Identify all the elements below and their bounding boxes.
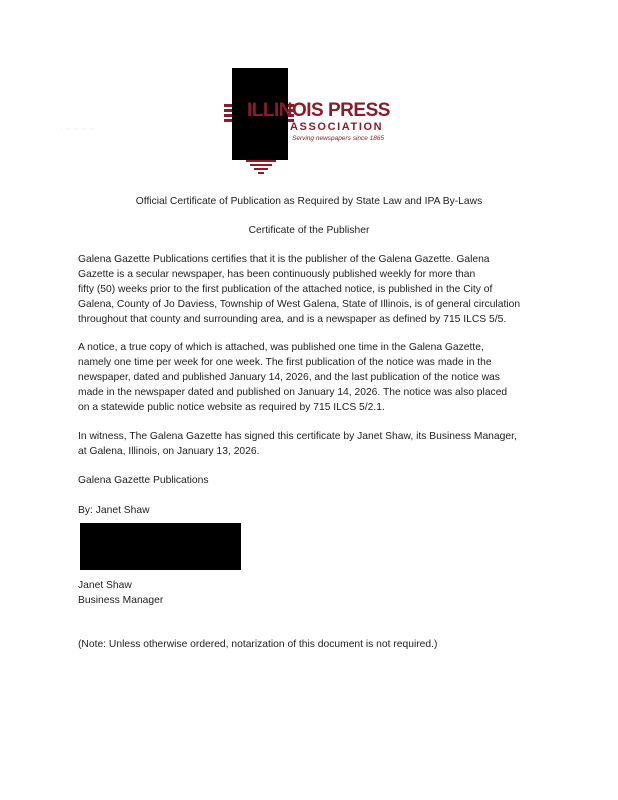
paragraph-line: Gazette is a secular newspaper, has been continuously published weekly for more than	[78, 269, 476, 280]
paragraph-line: at Galena, Illinois, on January 13, 2026.	[78, 446, 260, 457]
paragraph-line: made in the newspaper dated and published on January 14, 2026. The notice was also placed	[78, 387, 508, 398]
certificate-subheading: Certificate of the Publisher	[248, 225, 370, 236]
publisher-name: Galena Gazette Publications	[78, 475, 209, 486]
paragraph-line: Galena, County of Jo Daviess, Township of West Galena, State of Illinois, is of general circulation	[78, 299, 521, 310]
signer-name: Janet Shaw	[78, 580, 132, 591]
paragraph-line: newspaper, dated and published January 14, 2026, and the last publication of the notice was	[78, 372, 500, 383]
paragraph-witness	[78, 429, 548, 459]
by-line: By: Janet Shaw	[78, 505, 150, 516]
paragraph-certification	[78, 252, 548, 327]
paragraph-line: In witness, The Galena Gazette has signed this certificate by Janet Shaw, its Business Manager,	[78, 431, 517, 442]
paragraph-line: Galena Gazette Publications certifies that it is the publisher of the Galena Gazette. Galena	[78, 254, 490, 265]
logo-tagline: Serving newspapers since 1865	[292, 135, 385, 142]
certificate-heading: Official Certificate of Publication as Required by State Law and IPA By-Laws	[135, 196, 483, 207]
ipa-logo	[0, 0, 618, 180]
paragraph-line: on a statewide public notice website as required by 715 ILCS 5/2.1.	[78, 402, 385, 413]
paragraph-line: throughout that county and surrounding area, and is a newspaper as defined by 715 ILCS 5/5.	[78, 314, 507, 325]
paragraph-notice	[78, 340, 548, 415]
logo-subtitle: ASSOCIATION	[290, 121, 384, 133]
logo-title: ILLINOIS PRESS	[247, 100, 390, 121]
paragraph-line: namely one time per week for one week. The first publication of the notice was made in the	[78, 357, 492, 368]
signature-redaction-block	[80, 523, 241, 570]
notarization-note: (Note: Unless otherwise ordered, notarization of this document is not required.)	[78, 639, 438, 650]
paragraph-line: A notice, a true copy of which is attached, was published one time in the Galena Gazette,	[78, 342, 484, 353]
signer-title: Business Manager	[78, 595, 164, 606]
paragraph-line: fifty (50) weeks prior to the first publication of the attached notice, is published in the City of	[78, 284, 493, 295]
scan-artifact: · · · · ·	[60, 126, 95, 132]
logo-base-lines	[246, 160, 276, 176]
